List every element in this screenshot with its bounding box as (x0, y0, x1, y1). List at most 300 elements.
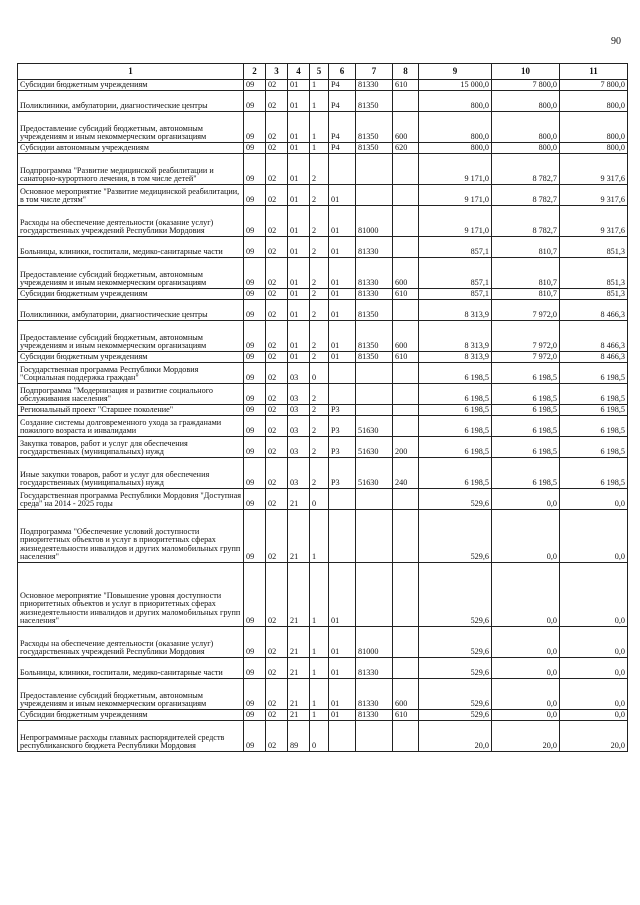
value-cell-2022: 529,6 (419, 679, 492, 710)
value-cell-2024: 0,0 (560, 710, 628, 721)
code-cell: 09 (244, 237, 266, 258)
code-cell: 1 (310, 679, 329, 710)
code-cell: 09 (244, 437, 266, 458)
value-cell-2024: 851,3 (560, 258, 628, 289)
table-row (18, 352, 628, 363)
code-cell: 01 (329, 300, 356, 321)
code-cell (393, 510, 419, 563)
row-name-cell: Подпрограмма "Развитие медицинской реабилитации и санаторно-курортного лечения, в том числе детей" (18, 154, 244, 185)
code-cell: 2 (310, 237, 329, 258)
row-name-cell: Больницы, клиники, госпитали, медико-санитарные части (18, 237, 244, 258)
code-cell: 81330 (356, 258, 393, 289)
code-cell: 600 (393, 679, 419, 710)
row-name-cell: Подпрограмма "Обеспечение условий доступности приоритетных объектов и услуг в приоритетных сферах жизнедеятельности инвалидов и других маломобильных групп населения" (18, 510, 244, 563)
code-cell (393, 300, 419, 321)
value-cell-2024: 0,0 (560, 563, 628, 627)
row-name-cell: Расходы на обеспечение деятельности (оказание услуг) государственных учреждений Республики Мордовия (18, 206, 244, 237)
code-cell: 81330 (356, 80, 393, 91)
header-cell: 4 (288, 64, 310, 80)
code-cell: 01 (288, 289, 310, 300)
code-cell (393, 91, 419, 112)
row-name-cell: Поликлиники, амбулатории, диагностические центры (18, 91, 244, 112)
value-cell-2024: 0,0 (560, 679, 628, 710)
code-cell (393, 206, 419, 237)
code-cell (356, 563, 393, 627)
code-cell: 01 (288, 80, 310, 91)
value-cell-2023: 810,7 (492, 289, 560, 300)
code-cell: 09 (244, 489, 266, 510)
code-cell: 0 (310, 721, 329, 752)
header-cell: 9 (419, 64, 492, 80)
code-cell: 01 (288, 112, 310, 143)
value-cell-2022: 8 313,9 (419, 300, 492, 321)
code-cell (329, 510, 356, 563)
code-cell: 09 (244, 405, 266, 416)
row-name-cell: Субсидии бюджетным учреждениям (18, 710, 244, 721)
table-row (18, 679, 628, 710)
value-cell-2023: 0,0 (492, 510, 560, 563)
code-cell: 09 (244, 143, 266, 154)
code-cell: 01 (288, 143, 310, 154)
code-cell: 01 (329, 658, 356, 679)
value-cell-2022: 857,1 (419, 258, 492, 289)
code-cell: 51630 (356, 416, 393, 437)
code-cell: 02 (266, 185, 288, 206)
code-cell (356, 510, 393, 563)
code-cell: 02 (266, 112, 288, 143)
row-name-cell: Предоставление субсидий бюджетным, автономным учреждениям и иным некоммерческим организациям (18, 258, 244, 289)
table-row (18, 658, 628, 679)
code-cell: 02 (266, 405, 288, 416)
code-cell (393, 185, 419, 206)
code-cell (356, 384, 393, 405)
header-cell: 7 (356, 64, 393, 80)
code-cell (393, 384, 419, 405)
code-cell (356, 154, 393, 185)
code-cell: 02 (266, 80, 288, 91)
value-cell-2022: 9 171,0 (419, 206, 492, 237)
code-cell: 81000 (356, 627, 393, 658)
code-cell: 21 (288, 658, 310, 679)
code-cell: 09 (244, 300, 266, 321)
header-cell: 8 (393, 64, 419, 80)
code-cell: 09 (244, 289, 266, 300)
code-cell: 1 (310, 143, 329, 154)
value-cell-2022: 9 171,0 (419, 185, 492, 206)
code-cell: 09 (244, 627, 266, 658)
code-cell: 01 (329, 258, 356, 289)
row-name-cell: Субсидии бюджетным учреждениям (18, 289, 244, 300)
value-cell-2023: 7 972,0 (492, 321, 560, 352)
table-row (18, 185, 628, 206)
value-cell-2023: 6 198,5 (492, 363, 560, 384)
value-cell-2022: 20,0 (419, 721, 492, 752)
code-cell: 2 (310, 154, 329, 185)
value-cell-2022: 6 198,5 (419, 405, 492, 416)
code-cell: 02 (266, 489, 288, 510)
value-cell-2023: 0,0 (492, 679, 560, 710)
value-cell-2023: 8 782,7 (492, 185, 560, 206)
code-cell: 01 (288, 352, 310, 363)
code-cell: 1 (310, 510, 329, 563)
row-name-cell: Расходы на обеспечение деятельности (оказание услуг) государственных учреждений Республики Мордовия (18, 627, 244, 658)
value-cell-2022: 6 198,5 (419, 437, 492, 458)
code-cell: 610 (393, 352, 419, 363)
value-cell-2024: 6 198,5 (560, 405, 628, 416)
code-cell: 02 (266, 416, 288, 437)
code-cell: 81350 (356, 321, 393, 352)
code-cell (329, 154, 356, 185)
code-cell (356, 721, 393, 752)
row-name-cell: Иные закупки товаров, работ и услуг для обеспечения государственных (муниципальных) нужд (18, 458, 244, 489)
table-row (18, 91, 628, 112)
value-cell-2024: 800,0 (560, 91, 628, 112)
value-cell-2024: 8 466,3 (560, 352, 628, 363)
value-cell-2022: 800,0 (419, 91, 492, 112)
code-cell: 09 (244, 658, 266, 679)
code-cell: 02 (266, 363, 288, 384)
value-cell-2023: 20,0 (492, 721, 560, 752)
row-name-cell: Создание системы долговременного ухода за гражданами пожилого возраста и инвалидами (18, 416, 244, 437)
value-cell-2023: 0,0 (492, 563, 560, 627)
table-row (18, 489, 628, 510)
value-cell-2024: 9 317,6 (560, 154, 628, 185)
code-cell: 89 (288, 721, 310, 752)
row-name-cell: Государственная программа Республики Мордовия "Доступная среда" на 2014 - 2025 годы (18, 489, 244, 510)
code-cell (329, 489, 356, 510)
code-cell: Р3 (329, 416, 356, 437)
header-cell: 2 (244, 64, 266, 80)
row-name-cell: Государственная программа Республики Мордовия "Социальная поддержка граждан" (18, 363, 244, 384)
code-cell: 02 (266, 154, 288, 185)
row-name-cell: Субсидии бюджетным учреждениям (18, 352, 244, 363)
code-cell: 03 (288, 405, 310, 416)
table-row (18, 289, 628, 300)
code-cell: 03 (288, 363, 310, 384)
code-cell: 09 (244, 721, 266, 752)
value-cell-2022: 6 198,5 (419, 416, 492, 437)
code-cell: 81350 (356, 143, 393, 154)
table-row (18, 416, 628, 437)
code-cell (393, 405, 419, 416)
code-cell (356, 489, 393, 510)
code-cell: 21 (288, 679, 310, 710)
value-cell-2023: 810,7 (492, 258, 560, 289)
code-cell (393, 627, 419, 658)
code-cell: 02 (266, 300, 288, 321)
value-cell-2022: 529,6 (419, 627, 492, 658)
code-cell: 02 (266, 321, 288, 352)
table-row (18, 627, 628, 658)
code-cell: 81350 (356, 300, 393, 321)
row-name-cell: Непрограммные расходы главных распорядителей средств республиканского бюджета Республики Мордовия (18, 721, 244, 752)
value-cell-2024: 6 198,5 (560, 458, 628, 489)
code-cell (393, 658, 419, 679)
code-cell: 02 (266, 206, 288, 237)
value-cell-2023: 7 800,0 (492, 80, 560, 91)
code-cell: 09 (244, 679, 266, 710)
code-cell: 1 (310, 658, 329, 679)
row-name-cell: Субсидии автономным учреждениям (18, 143, 244, 154)
code-cell (356, 405, 393, 416)
code-cell: 81330 (356, 237, 393, 258)
code-cell: 01 (288, 237, 310, 258)
table-row (18, 363, 628, 384)
value-cell-2022: 800,0 (419, 112, 492, 143)
value-cell-2024: 6 198,5 (560, 363, 628, 384)
code-cell: 21 (288, 563, 310, 627)
code-cell: Р4 (329, 143, 356, 154)
row-name-cell: Основное мероприятие "Развитие медицинской реабилитации, в том числе детям" (18, 185, 244, 206)
value-cell-2023: 8 782,7 (492, 154, 560, 185)
code-cell: 01 (288, 185, 310, 206)
value-cell-2024: 0,0 (560, 510, 628, 563)
code-cell: 81350 (356, 352, 393, 363)
value-cell-2022: 529,6 (419, 563, 492, 627)
code-cell: 620 (393, 143, 419, 154)
code-cell: 02 (266, 563, 288, 627)
code-cell: 2 (310, 185, 329, 206)
header-cell: 6 (329, 64, 356, 80)
code-cell: 01 (329, 627, 356, 658)
table-row (18, 300, 628, 321)
value-cell-2023: 0,0 (492, 710, 560, 721)
code-cell: 09 (244, 352, 266, 363)
code-cell (393, 237, 419, 258)
code-cell: 01 (288, 300, 310, 321)
value-cell-2024: 20,0 (560, 721, 628, 752)
table-row (18, 710, 628, 721)
row-name-cell: Субсидии бюджетным учреждениям (18, 80, 244, 91)
code-cell: 09 (244, 80, 266, 91)
table-row (18, 143, 628, 154)
value-cell-2023: 6 198,5 (492, 405, 560, 416)
code-cell (393, 416, 419, 437)
code-cell (329, 721, 356, 752)
code-cell: 09 (244, 563, 266, 627)
table-row (18, 563, 628, 627)
code-cell: 51630 (356, 437, 393, 458)
value-cell-2022: 8 313,9 (419, 352, 492, 363)
value-cell-2022: 529,6 (419, 658, 492, 679)
value-cell-2024: 0,0 (560, 489, 628, 510)
code-cell: 2 (310, 458, 329, 489)
value-cell-2022: 15 000,0 (419, 80, 492, 91)
code-cell: 02 (266, 437, 288, 458)
code-cell: 240 (393, 458, 419, 489)
code-cell (329, 363, 356, 384)
code-cell: 2 (310, 352, 329, 363)
code-cell: 02 (266, 721, 288, 752)
table-row (18, 384, 628, 405)
code-cell: 09 (244, 384, 266, 405)
code-cell: 02 (266, 91, 288, 112)
code-cell: 09 (244, 416, 266, 437)
code-cell: 610 (393, 710, 419, 721)
table-row (18, 321, 628, 352)
code-cell: 01 (329, 563, 356, 627)
code-cell: 09 (244, 321, 266, 352)
code-cell: Р3 (329, 405, 356, 416)
code-cell: 09 (244, 710, 266, 721)
code-cell: 02 (266, 237, 288, 258)
code-cell: 610 (393, 80, 419, 91)
code-cell: 2 (310, 384, 329, 405)
row-name-cell: Основное мероприятие "Повышение уровня доступности приоритетных объектов и услуг в приоритетных сферах жизнедеятельности инвалидов и других маломобильных групп населения" (18, 563, 244, 627)
code-cell: 01 (329, 352, 356, 363)
row-name-cell: Предоставление субсидий бюджетным, автономным учреждениям и иным некоммерческим организациям (18, 321, 244, 352)
code-cell: 02 (266, 510, 288, 563)
code-cell: 02 (266, 679, 288, 710)
value-cell-2022: 529,6 (419, 510, 492, 563)
code-cell: 2 (310, 321, 329, 352)
table-row (18, 112, 628, 143)
code-cell: Р4 (329, 91, 356, 112)
table-row (18, 510, 628, 563)
value-cell-2023: 0,0 (492, 489, 560, 510)
code-cell (393, 363, 419, 384)
value-cell-2023: 800,0 (492, 91, 560, 112)
code-cell: 81330 (356, 289, 393, 300)
value-cell-2024: 8 466,3 (560, 321, 628, 352)
value-cell-2024: 6 198,5 (560, 416, 628, 437)
code-cell: 1 (310, 627, 329, 658)
code-cell: 81350 (356, 91, 393, 112)
table-row (18, 437, 628, 458)
value-cell-2022: 529,6 (419, 710, 492, 721)
value-cell-2022: 857,1 (419, 237, 492, 258)
code-cell: 2 (310, 258, 329, 289)
value-cell-2022: 9 171,0 (419, 154, 492, 185)
value-cell-2024: 800,0 (560, 112, 628, 143)
code-cell: 09 (244, 185, 266, 206)
page-number: 90 (611, 36, 621, 47)
value-cell-2024: 6 198,5 (560, 437, 628, 458)
table-row (18, 721, 628, 752)
code-cell: 51630 (356, 458, 393, 489)
code-cell: 01 (288, 321, 310, 352)
code-cell: 200 (393, 437, 419, 458)
code-cell: 81350 (356, 112, 393, 143)
code-cell: Р3 (329, 437, 356, 458)
code-cell: 0 (310, 489, 329, 510)
value-cell-2024: 851,3 (560, 237, 628, 258)
code-cell: 02 (266, 143, 288, 154)
code-cell: 600 (393, 112, 419, 143)
code-cell: 09 (244, 206, 266, 237)
code-cell: 02 (266, 352, 288, 363)
value-cell-2022: 6 198,5 (419, 458, 492, 489)
value-cell-2023: 7 972,0 (492, 300, 560, 321)
code-cell: 03 (288, 384, 310, 405)
value-cell-2023: 6 198,5 (492, 416, 560, 437)
header-row (18, 64, 628, 80)
code-cell: 1 (310, 710, 329, 721)
code-cell: 02 (266, 258, 288, 289)
code-cell: 600 (393, 258, 419, 289)
code-cell: 09 (244, 91, 266, 112)
code-cell (393, 563, 419, 627)
code-cell: 2 (310, 437, 329, 458)
value-cell-2023: 810,7 (492, 237, 560, 258)
code-cell: 01 (329, 237, 356, 258)
code-cell (393, 721, 419, 752)
code-cell: 09 (244, 510, 266, 563)
value-cell-2022: 6 198,5 (419, 384, 492, 405)
table-row (18, 154, 628, 185)
code-cell: 1 (310, 563, 329, 627)
value-cell-2024: 0,0 (560, 658, 628, 679)
code-cell: 81330 (356, 710, 393, 721)
code-cell: 1 (310, 80, 329, 91)
budget-table (17, 63, 628, 752)
code-cell (393, 154, 419, 185)
value-cell-2022: 6 198,5 (419, 363, 492, 384)
code-cell: Р4 (329, 80, 356, 91)
code-cell (356, 185, 393, 206)
code-cell: 09 (244, 112, 266, 143)
code-cell: 81000 (356, 206, 393, 237)
code-cell: 2 (310, 416, 329, 437)
row-name-cell: Предоставление субсидий бюджетным, автономным учреждениям и иным некоммерческим организациям (18, 679, 244, 710)
value-cell-2023: 6 198,5 (492, 437, 560, 458)
code-cell: 02 (266, 458, 288, 489)
code-cell: 01 (288, 206, 310, 237)
code-cell: 02 (266, 710, 288, 721)
value-cell-2022: 857,1 (419, 289, 492, 300)
code-cell: 03 (288, 458, 310, 489)
code-cell: 01 (288, 258, 310, 289)
code-cell: 21 (288, 627, 310, 658)
table-row (18, 206, 628, 237)
value-cell-2023: 800,0 (492, 112, 560, 143)
code-cell: Р4 (329, 112, 356, 143)
value-cell-2023: 8 782,7 (492, 206, 560, 237)
table-row (18, 458, 628, 489)
code-cell: 600 (393, 321, 419, 352)
code-cell: 01 (329, 185, 356, 206)
code-cell (393, 489, 419, 510)
code-cell (329, 384, 356, 405)
header-cell: 11 (560, 64, 628, 80)
code-cell: 09 (244, 363, 266, 384)
code-cell: 01 (329, 289, 356, 300)
value-cell-2023: 0,0 (492, 658, 560, 679)
value-cell-2024: 7 800,0 (560, 80, 628, 91)
code-cell: 21 (288, 710, 310, 721)
table-row (18, 258, 628, 289)
code-cell: 2 (310, 405, 329, 416)
value-cell-2024: 8 466,3 (560, 300, 628, 321)
table-row (18, 237, 628, 258)
table-row (18, 405, 628, 416)
code-cell: Р3 (329, 458, 356, 489)
code-cell: 21 (288, 510, 310, 563)
value-cell-2024: 0,0 (560, 627, 628, 658)
code-cell: 02 (266, 627, 288, 658)
header-cell: 5 (310, 64, 329, 80)
code-cell: 01 (329, 206, 356, 237)
value-cell-2024: 6 198,5 (560, 384, 628, 405)
row-name-cell: Предоставление субсидий бюджетным, автономным учреждениям и иным некоммерческим организациям (18, 112, 244, 143)
value-cell-2024: 9 317,6 (560, 185, 628, 206)
code-cell: 01 (329, 679, 356, 710)
code-cell: 01 (329, 710, 356, 721)
header-cell: 10 (492, 64, 560, 80)
value-cell-2023: 6 198,5 (492, 384, 560, 405)
code-cell: 03 (288, 416, 310, 437)
code-cell: 03 (288, 437, 310, 458)
